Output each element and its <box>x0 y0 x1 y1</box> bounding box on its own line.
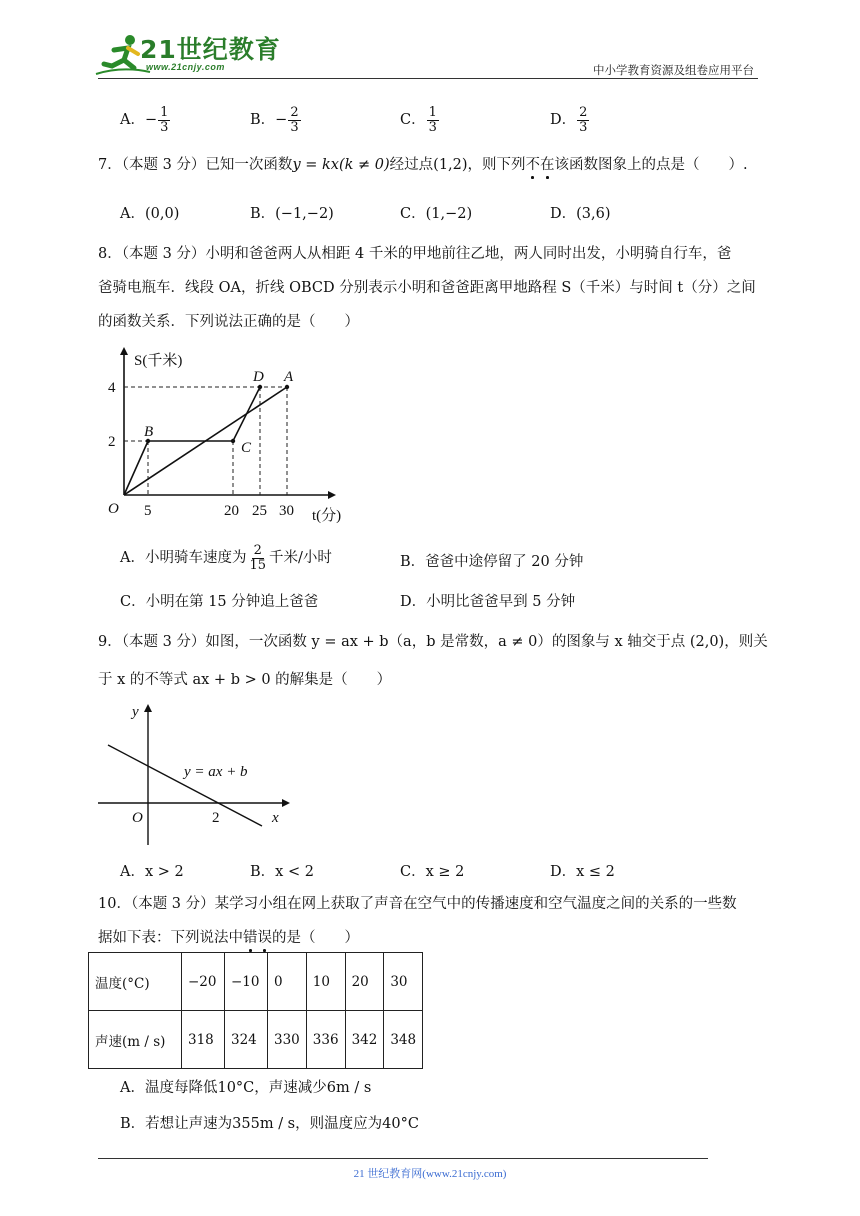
q7-option-d: D．(3,6) <box>550 206 611 222</box>
q8-point-C <box>231 439 235 443</box>
q9-ylabel: y <box>132 704 139 720</box>
q10-stem-line1: 10．（本题 3 分）某学习小组在网上获取了声音在空气中的传播速度和空气温度之间的关系的一些数 <box>98 896 737 912</box>
q8-origin: O <box>108 501 119 517</box>
q9-xtick-2: 2 <box>212 810 220 826</box>
q7-option-a: A．(0,0) <box>120 206 180 222</box>
table-cell: 318 <box>182 1011 225 1069</box>
q8-stem-line3: 的函数关系．下列说法正确的是（ ） <box>98 314 359 330</box>
q8-option-b: B．爸爸中途停留了 20 分钟 <box>400 554 584 570</box>
q8-stem-line2: 爸骑电瓶车．线段 OA，折线 OBCD 分别表示小明和爸爸距离甲地路程 S（千米）与时间 t（分）之间 <box>98 280 756 296</box>
q7-option-b: B．(−1,−2) <box>250 206 334 222</box>
q9-option-d: D．x ≤ 2 <box>550 864 615 880</box>
q8-option-c: C．小明在第 15 分钟追上爸爸 <box>120 594 319 610</box>
platform-title: 中小学教育资源及组卷应用平台 <box>593 63 754 77</box>
q9-x-arrow <box>282 799 290 807</box>
logo-text: 21世纪教育 <box>140 35 281 64</box>
q9-stem-line1: 9．（本题 3 分）如图，一次函数 y = ax + b（a，b 是常数，a ≠ 0）的图象与 x 轴交于点 (2,0)，则关 <box>98 634 768 650</box>
table-cell: −10 <box>225 953 268 1011</box>
q8-xlabel: t(分) <box>312 508 342 524</box>
q8-stem-line1: 8．（本题 3 分）小明和爸爸两人从相距 4 千米的甲地前往乙地，两人同时出发，小明骑自行车，爸 <box>98 246 732 262</box>
q9-option-b: B．x < 2 <box>250 864 314 880</box>
table-cell: 10 <box>306 953 345 1011</box>
q8-ylabel: S(千米) <box>134 353 183 369</box>
q8-point-A <box>285 385 289 389</box>
table-cell: 20 <box>345 953 384 1011</box>
q8-xtick-30: 30 <box>279 503 294 519</box>
q9-line-label: y = ax + b <box>184 764 248 780</box>
q10-data-table <box>88 952 423 1069</box>
table-header-cell: 温度(°C) <box>89 953 182 1011</box>
table-cell: 0 <box>268 953 307 1011</box>
q9-xlabel: x <box>272 810 279 826</box>
q8-label-D: D <box>253 369 264 385</box>
q8-point-D <box>258 385 262 389</box>
q10-option-b: B．若想让声速为355m / s，则温度应为40°C <box>120 1116 419 1132</box>
q10-stem-line2: 据如下表：下列说法中错误的是（ ） <box>98 930 359 946</box>
table-cell: −20 <box>182 953 225 1011</box>
table-cell: 324 <box>225 1011 268 1069</box>
q8-x-arrow <box>328 491 336 499</box>
table-row <box>89 953 423 1011</box>
q7-option-c: C．(1,−2) <box>400 206 473 222</box>
q6-option-d: D． $\frac{2}{3}$ <box>550 105 588 135</box>
q8-graph <box>100 345 360 530</box>
header-divider <box>98 78 758 79</box>
q7-stem: 7．（本题 3 分）已知一次函数y = kx(k ≠ 0)经过点(1,2)，则下列不在该函数图象上的点是（ ）. <box>98 157 748 173</box>
q8-ytick-2: 2 <box>108 434 116 450</box>
q8-xtick-20: 20 <box>224 503 239 519</box>
q9-graph <box>96 700 296 850</box>
table-cell: 348 <box>384 1011 423 1069</box>
table-row <box>89 1011 423 1069</box>
table-header-cell: 声速(m / s) <box>89 1011 182 1069</box>
q9-y-arrow <box>144 704 152 712</box>
q8-option-d: D．小明比爸爸早到 5 分钟 <box>400 594 576 610</box>
footer-link[interactable]: 21 世纪教育网(www.21cnjy.com) <box>353 1168 507 1180</box>
q8-label-A: A <box>284 369 294 385</box>
q6-option-c: C． $\frac{1}{3}$ <box>400 105 437 135</box>
footer-divider <box>98 1158 708 1159</box>
q8-xtick-5: 5 <box>144 503 152 519</box>
table-cell: 336 <box>306 1011 345 1069</box>
q9-origin: O <box>132 810 143 826</box>
q8-y-arrow <box>120 347 128 355</box>
q8-ytick-4: 4 <box>108 380 116 396</box>
table-cell: 30 <box>384 953 423 1011</box>
q9-stem-line2: 于 x 的不等式 ax + b > 0 的解集是（ ） <box>98 672 392 688</box>
table-cell: 342 <box>345 1011 384 1069</box>
table-cell: 330 <box>268 1011 307 1069</box>
q8-option-a: A．小明骑车速度为 $\frac{2}{15}$ 千米/小时 <box>120 543 332 573</box>
q10-option-a: A．温度每降低10°C，声速减少6m / s <box>120 1080 372 1096</box>
q9-option-c: C．x ≥ 2 <box>400 864 465 880</box>
logo-url: www.21cnjy.com <box>146 62 225 72</box>
q8-label-C: C <box>241 440 252 456</box>
q6-option-a: A．− $\frac{1}{3}$ <box>120 105 169 135</box>
q9-option-a: A．x > 2 <box>120 864 184 880</box>
q8-polyline-OBCD <box>124 387 260 495</box>
q8-xtick-25: 25 <box>252 503 267 519</box>
q6-option-b: B．− $\frac{2}{3}$ <box>250 105 299 135</box>
q8-label-B: B <box>144 424 154 440</box>
